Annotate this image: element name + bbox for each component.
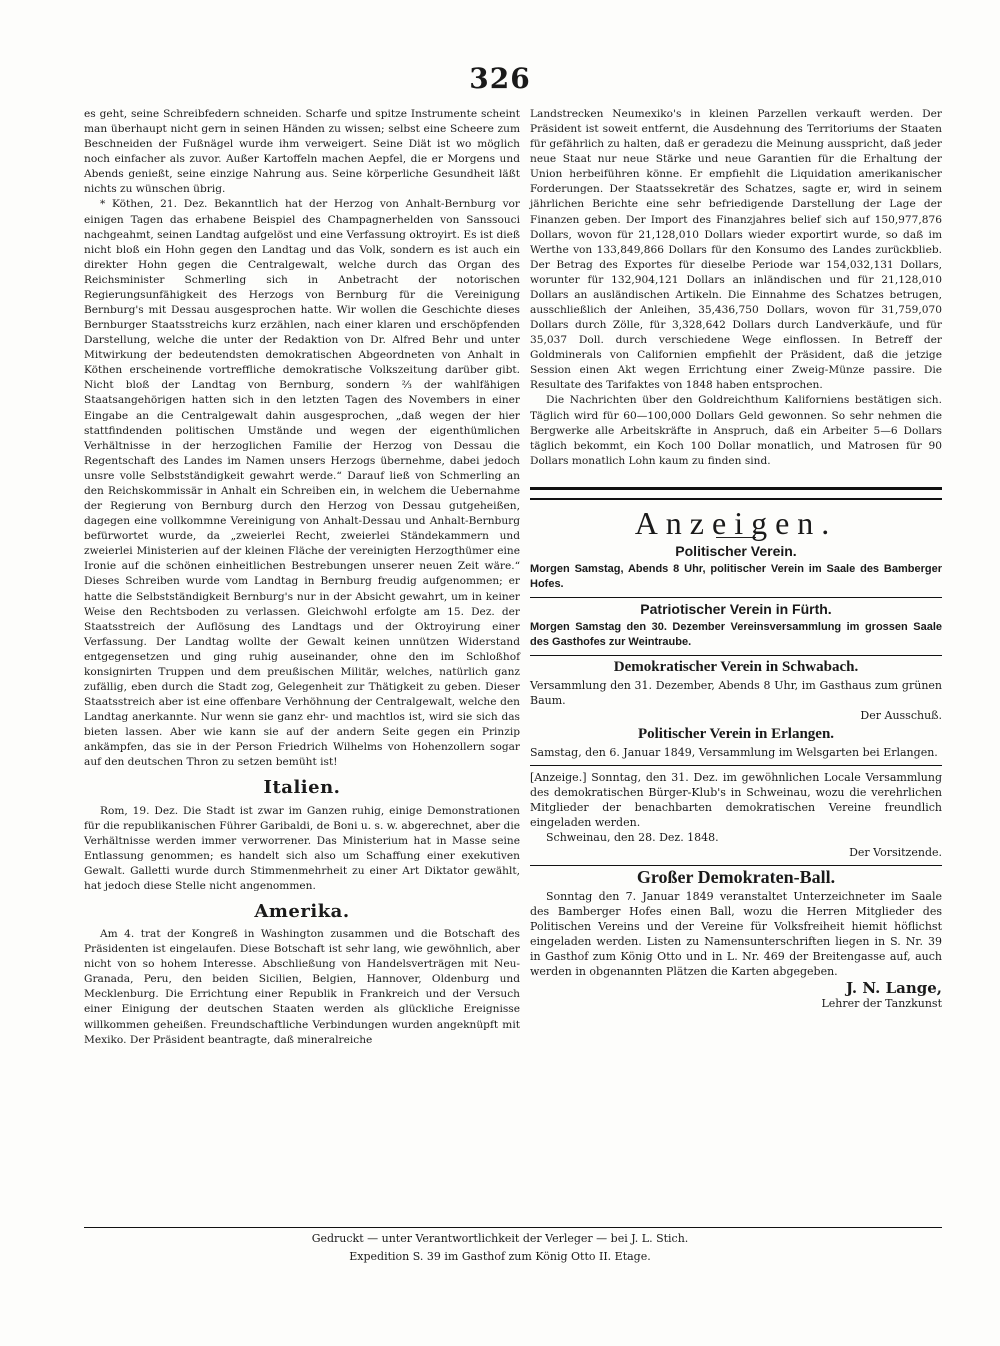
ad-divider bbox=[530, 865, 942, 866]
section-heading-amerika: Amerika. bbox=[254, 900, 350, 922]
article-paragraph: Landstrecken Neumexiko's in kleinen Parzellen verkauft werden. Der Präsident ist soweit entfernt, die Ausdehnung des Territoriums der Staaten für gefährlich zu halten, daß er geradezu die Meinung ausspricht, daß jeder neue Staat nur neue Stärke und neue Garantien für die Erhaltung der Union herbeiführen könne. Er empfiehlt die Liquidation amerikanischer Forderungen. Der Staatssekretär des Schatzes, sagte er, wird in seinem jährlichen Berichte eine sehr befriedigende Darstellung der Lage der Finanzen geben. Der Import des Finanzjahres belief sich auf 150,977,876 Dollars, wovon für 21,128,010 Dollars wieder exportirt wurde, so daß im Werthe von 133,849,866 Dollars für den Konsumo des Landes zurückblieb. Der Betrag des Exportes für dieselbe Periode war 154,032,131 Dollars, worunter für 132,904,121 Dollars an inländischen und für 21,128,010 Dollars an ausländischen Artikeln. Die Einnahme des Schatzes betrugen, ausschließlich der Anleihen, 35,436,750 Dollars, wovon für 31,759,070 Dollars durch Zölle, für 3,328,642 Dollars durch Landverkäufe, und für 35,037 Doll. durch verschiedene Wege einflossen. In Betreff der Goldminerals von Californien empfiehlt der Präsident, daß die jetzige Session einen Akt wegen Errichtung einer Zweig-Münze passire. Die Resultate des Tarifaktes von 1848 haben entsprochen. bbox=[530, 108, 942, 392]
ad-signature: Der Ausschuß. bbox=[860, 709, 942, 723]
footer-expedition: Expedition S. 39 im Gasthof zum König Otto II. Etage. bbox=[349, 1250, 651, 1263]
advertisement bbox=[530, 727, 942, 760]
advertisement bbox=[530, 544, 942, 592]
section-divider bbox=[530, 487, 942, 500]
article-paragraph: Am 4. trat der Kongreß in Washington zusammen und die Botschaft des Präsidenten ist eingelaufen. Diese Botschaft ist sehr lang, wie gewöhnlich, aber nicht von so hohem Interesse. Abschließung von Handelsverträgen mit Neu-Granada, Peru, den beiden Sicilien, Belgien, Hannover, Oldenburg und Mecklenburg. Die Errichtung einer Republik in Frankreich und der Versuch einer Einigung der deutschen Staaten werden als glückliche Ereignisse willkommen geheißen. Freundschaftliche Verbindungen wurden angeknüpft mit Mexiko. Der Präsident beantragte, daß mineralreiche bbox=[84, 928, 520, 1046]
right-column bbox=[530, 107, 942, 1011]
footer-imprint: Gedruckt — unter Verantwortlichkeit der Verleger — bei J. L. Stich. bbox=[311, 1232, 689, 1245]
ad-place-date: Schweinau, den 28. Dez. 1848. bbox=[546, 831, 719, 845]
ad-signature-role: Lehrer der Tanzkunst bbox=[821, 996, 942, 1010]
ad-body: Morgen Samstag, Abends 8 Uhr, politischer Verein im Saale des Bamberger Hofes. bbox=[530, 563, 942, 591]
ad-body: Morgen Samstag den 30. Dezember Vereinsversammlung im grossen Saale des Gasthofes zur Weintraube. bbox=[530, 621, 942, 649]
ad-title: Großer Demokraten-Ball. bbox=[636, 867, 836, 888]
advertisement bbox=[530, 867, 942, 1010]
page-number: 326 bbox=[469, 62, 531, 95]
left-column bbox=[84, 107, 520, 1048]
article-paragraph: Die Nachrichten über den Goldreichthum Kaliforniens bestätigen sich. Täglich wird für 60—100,000 Dollars Geld gewonnen. So sehr nehmen die Bergwerke alle Arbeitskräfte in Anspruch, daß ein Arbeiter 5—6 Dollars täglich bekommt, ein Koch 100 Dollar monatlich, und Matrosen für 90 Dollars monatlich Lohn kaum zu finden sind. bbox=[530, 394, 942, 467]
ad-body: [Anzeige.] Sonntag, den 31. Dez. im gewöhnlichen Locale Versammlung des demokratischen Bürger-Klub's in Schweinau, wozu die verehrlichen Mitglieder der benachbarten demokratischen Vereine freundlich eingeladen werden. bbox=[530, 771, 942, 830]
advertisement bbox=[530, 602, 942, 650]
footer-divider bbox=[84, 1227, 942, 1228]
ad-signature-name: J. N. Lange, bbox=[846, 978, 942, 997]
ad-title: Politischer Verein in Erlangen. bbox=[637, 726, 835, 743]
advertisement bbox=[530, 660, 942, 723]
ad-divider bbox=[530, 597, 942, 598]
article-paragraph: * Köthen, 21. Dez. Bekanntlich hat der Herzog von Anhalt-Bernburg vor einigen Tagen das erhabene Beispiel des Champagnerhelden von Sanssouci nachgeahmt, seinen Landtag aufgelöst und eine Verfassung oktroyirt. Es ist dieß nicht bloß ein Hohn gegen den Landtag und das Volk, sondern es ist auch ein direkter Hohn gegen die Centralgewalt, welche durch das Organ des Reichsminister Schmerling sich in Anbetracht der notorischen Regierungsunfähigkeit des Herzogs von Bernburg für die Vereinigung Bernburg's mit Dessau ausgesprochen hatte. Wir wollen die Geschichte dieses Bernburger Staatsstreichs kurz erzählen, nach einer klaren und erschöpfenden Darstellung, welche die unter der Redaktion von Dr. Alfred Behr und unter Mitwirkung der bedeutendsten demokratischen Abgeordneten von Anhalt in Köthen erscheinende vortreffliche demokratische Volkszeitung darüber gibt. Nicht bloß der Landtag von Bernburg, sondern ⅔ der wahlfähigen Staatsangehörigen hatten sich in den letzten Tagen des Novembers in einer Eingabe an die Centralgewalt dahin ausgesprochen, „daß wegen der hier stattfindenden politischen Umstände und wegen der eigenthümlichen Verhältnisse in der herzoglichen Familie der Herzog von Dessau die Regentschaft des Landes im Namen unsers Herzogs übernehme, dabei jedoch unsre volle Selbstständigkeit gewahrt werde.“ Darauf ließ von Schmerling an den Reichskommissär in Anhalt ein Schreiben ein, in welchem die Uebernahme der Regierung von Bernburg durch den Herzog von Dessau gutgeheißen, dagegen eine vollkommne Vereinigung von Anhalt-Dessau und Anhalt-Bernburg befürwortet wurde, da „zweierlei Recht, zweierlei Ständekammern und zweierlei Ministerien auf der kleinen Fläche der vereinigten Herzogthümer eine Ironie auf die schönen einheitlichen Bestrebungen unserer neuen Zeit wäre.“ Dieses Schreiben wurde vom Landtag in Bernburg freudig aufgenommen; er hatte die Selbstständigkeit Bernburg's nur in der Absicht gewahrt, um in keiner Weise den Rechtsboden zu verlassen. Gleichwohl erfolgte am 15. Dez. der Staatsstreich der Auflösung des Landtags und der Oktroyirung einer Verfassung. Der Landtag wollte der Gewalt keinen unnützen Widerstand entgegensetzen und ging ruhig auseinander, ohne den im Schloßhof konsignirten Truppen und dem preußischen Militär, welches, natürlich ganz zufällig, eben durch die Stadt zog, Gelegenheit zur Thätigkeit zu geben. Dieser Staatsstreich aber ist eine offenbare Verhöhnung der Centralgewalt, welche den Landtag anerkannte. Nur wenn sie ganz ehr- und machtlos ist, wird sie sich das bieten lassen. Aber wie kann sie auf der andern Seite gegen ein Prinzip ankämpfen, das sie in der Person Friedrich Wilhelms von Hohenzollern sogar auf den deutschen Thron zu setzen bemüht ist! bbox=[84, 198, 520, 769]
ad-title: Patriotischer Verein in Fürth. bbox=[640, 601, 832, 618]
ad-body: Sonntag den 7. Januar 1849 veranstaltet Unterzeichneter im Saale des Bamberger Hofes einen Ball, wozu die Herren Mitglieder des Politischen Vereins und der Vereine für Volksfreiheit hiemit höflichst eingeladen werden. Listen zu Namensunterschriften liegen in S. Nr. 39 in Gasthof zum König Otto und in L. Nr. 469 der Breitengasse auf, auch werden in obgenannten Plätzen die Karten abgegeben. bbox=[530, 889, 942, 978]
advertisement bbox=[530, 770, 942, 860]
ad-divider bbox=[530, 655, 942, 656]
ad-body: Versammlung den 31. Dezember, Abends 8 Uhr, im Gasthaus zum grünen Baum. bbox=[530, 679, 942, 708]
article-paragraph: Rom, 19. Dez. Die Stadt ist zwar im Ganzen ruhig, einige Demonstrationen für die republikanischen Führer Garibaldi, de Boni u. s. w. abgerechnet, aber die Verhältnisse werden immer verworrener. Das Ministerium hat in Masse seine Entlassung genommen; es handelt sich also um Schaffung einer exekutiven Gewalt. Galletti wurde durch Stimmenmehrheit zu einer Art Diktator gewählt, hat jedoch diese Stelle nicht angenommen. bbox=[84, 804, 520, 892]
section-heading-italien: Italien. bbox=[263, 777, 341, 799]
ad-body: Samstag, den 6. Januar 1849, Versammlung im Welsgarten bei Erlangen. bbox=[530, 746, 938, 760]
anzeigen-heading: Anzeigen. bbox=[634, 504, 838, 541]
ad-divider bbox=[530, 765, 942, 766]
ad-title: Politischer Verein. bbox=[675, 542, 797, 559]
article-paragraph: es geht, seine Schreibfedern schneiden. Scharfe und spitze Instrumente scheint man überhaupt nicht gern in seinen Händen zu wissen; selbst eine Scheere zum Beschneiden der Fußnägel wurde ihm verweigert. Seine Diät ist wo möglich noch einfacher als zuvor. Außer Kartoffeln machen Aepfel, die er Morgens und Abends genießt, seine einzige Nahrung aus. Seine körperliche Gesundheit läßt nichts zu wünschen übrig. bbox=[84, 108, 520, 196]
ad-title: Demokratischer Verein in Schwabach. bbox=[613, 659, 859, 676]
ad-signature: Der Vorsitzende. bbox=[849, 846, 942, 860]
